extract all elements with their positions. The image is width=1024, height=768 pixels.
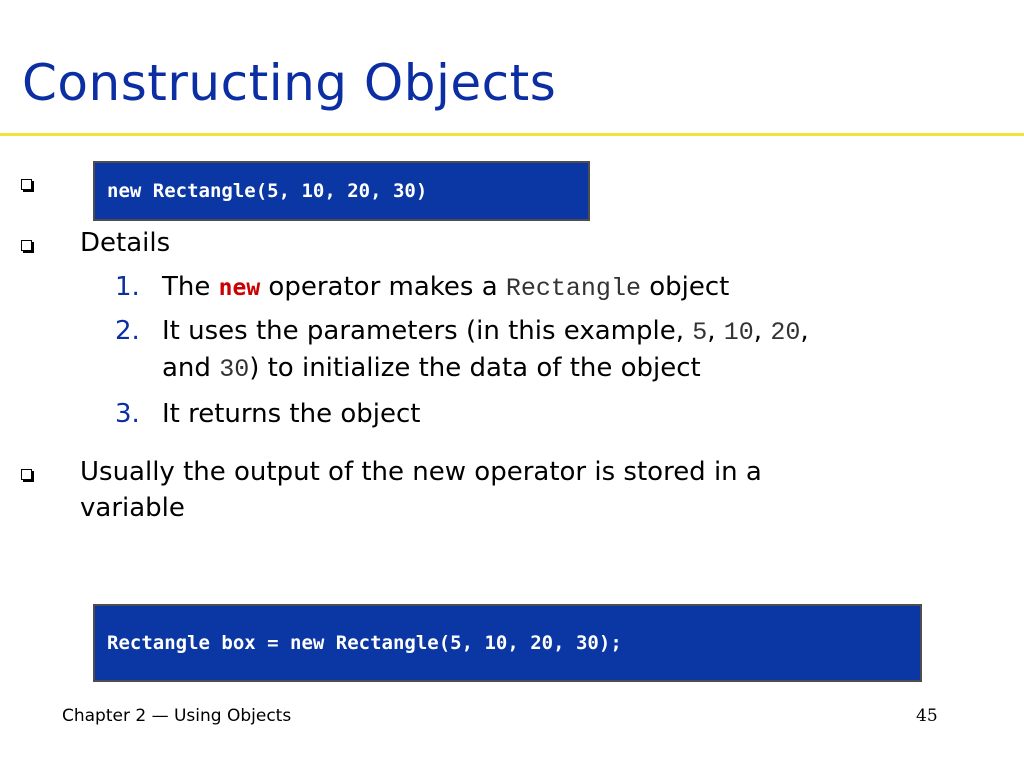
step-1-text bbox=[162, 269, 729, 307]
step-2-part: , bbox=[753, 316, 771, 346]
keyword-new: new bbox=[218, 275, 261, 301]
param-value: 20 bbox=[770, 318, 801, 347]
code-constructor-call: new Rectangle(5, 10, 20, 30) bbox=[107, 180, 428, 202]
usually-line-1: Usually the output of the new operator is stored in a bbox=[80, 457, 762, 487]
step-2-part: It uses the parameters (in this example, bbox=[162, 316, 693, 346]
step-2-part: ) to initialize the data of the object bbox=[249, 353, 701, 383]
step-2-part: , bbox=[800, 316, 809, 346]
step-2-part: , bbox=[707, 316, 724, 346]
code-box-constructor bbox=[93, 161, 590, 221]
step-number-2: 2. bbox=[115, 316, 140, 346]
bullet-icon bbox=[21, 469, 32, 480]
step-3-text: It returns the object bbox=[162, 399, 421, 429]
step-2-part: and bbox=[162, 353, 220, 383]
step-2-line-2 bbox=[162, 350, 701, 388]
class-name-rectangle: Rectangle bbox=[505, 274, 641, 303]
step-number-3: 3. bbox=[115, 399, 140, 429]
step-number-1: 1. bbox=[115, 272, 140, 302]
page-number: 45 bbox=[916, 706, 938, 726]
code-box-assignment bbox=[93, 604, 922, 682]
param-value: 5 bbox=[692, 318, 708, 347]
param-value: 30 bbox=[219, 355, 250, 384]
usually-line-2: variable bbox=[80, 493, 185, 523]
step-1-part: The bbox=[162, 272, 219, 302]
param-value: 10 bbox=[723, 318, 754, 347]
slide-title: Constructing Objects bbox=[22, 54, 557, 112]
bullet-icon bbox=[21, 179, 32, 190]
bullet-icon bbox=[21, 240, 32, 251]
step-2-line-1 bbox=[162, 313, 809, 351]
step-1-part: operator makes a bbox=[260, 272, 506, 302]
step-1-part: object bbox=[640, 272, 730, 302]
footer-chapter: Chapter 2 — Using Objects bbox=[62, 706, 292, 726]
details-label: Details bbox=[80, 228, 171, 258]
code-assignment: Rectangle box = new Rectangle(5, 10, 20, 30); bbox=[107, 632, 622, 654]
title-underline bbox=[0, 133, 1024, 136]
